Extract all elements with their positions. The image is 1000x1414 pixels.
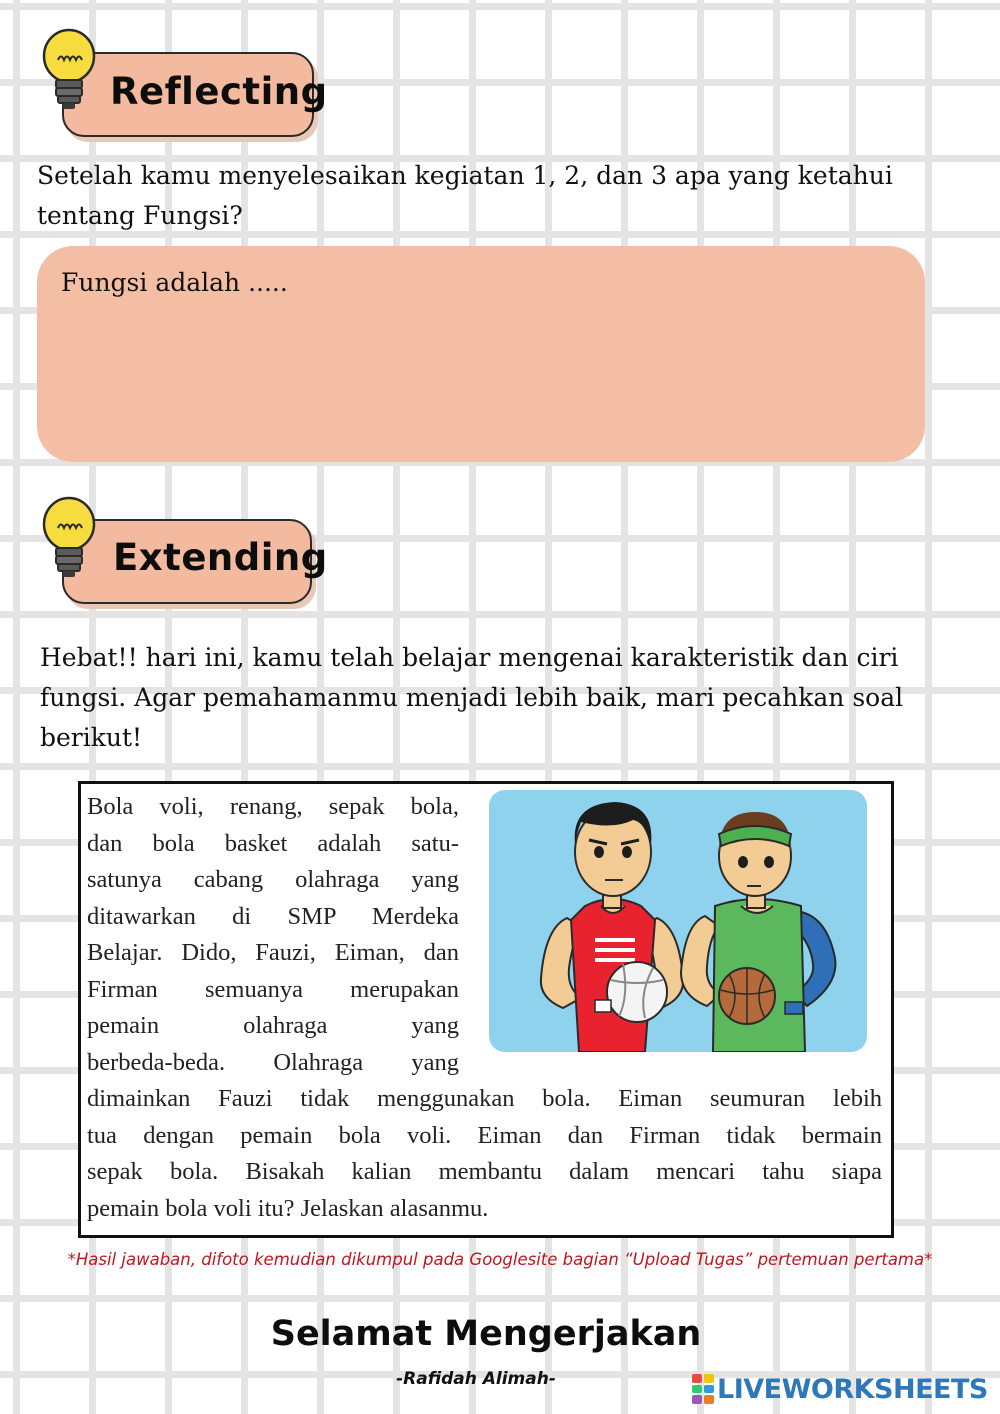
lightbulb-icon: [40, 494, 98, 580]
problem-line: pemain olahraga yang: [87, 1012, 459, 1039]
lightbulb-icon: [40, 26, 98, 112]
problem-line: pemain bola voli itu? Jelaskan alasanmu.: [87, 1194, 489, 1222]
reflecting-question-line: tentang Fungsi?: [37, 201, 243, 230]
athletes-illustration: [489, 790, 867, 1052]
problem-text-left: [87, 789, 459, 1081]
extending-intro-line: berikut!: [40, 723, 143, 752]
problem-line: dimainkan Fauzi tidak menggunakan bola. Eiman seumuran lebih: [87, 1085, 882, 1112]
extending-intro-line: fungsi. Agar pemahamanmu menjadi lebih baik, mari pecahkan soal: [40, 683, 904, 712]
problem-line: sepak bola. Bisakah kalian membantu dalam mencari tahu siapa: [87, 1158, 882, 1185]
problem-line: ditawarkan di SMP Merdeka: [87, 902, 459, 930]
brand-name: LIVEWORKSHEETS: [717, 1373, 988, 1405]
extending-intro: [40, 638, 980, 758]
liveworksheets-logo-icon: [692, 1374, 714, 1404]
reflecting-answer-field[interactable]: [37, 246, 925, 462]
extending-title: Extending: [113, 536, 328, 579]
reflecting-question: [37, 156, 967, 236]
problem-line: dan bola basket adalah satu-: [87, 829, 459, 857]
problem-line: berbeda-beda. Olahraga yang: [87, 1048, 459, 1076]
author-credit: -Rafidah Alimah-: [396, 1369, 556, 1389]
closing-title: Selamat Mengerjakan: [270, 1314, 702, 1354]
problem-text-bottom: [87, 1081, 882, 1227]
reflecting-question-line: Setelah kamu menyelesaikan kegiatan 1, 2, dan 3 apa yang ketahui: [37, 161, 893, 190]
reflecting-title: Reflecting: [110, 70, 328, 113]
problem-line: satunya cabang olahraga yang: [87, 866, 459, 893]
problem-line: Belajar. Dido, Fauzi, Eiman, dan: [87, 939, 459, 966]
extending-intro-line: Hebat!! hari ini, kamu telah belajar mengenai karakteristik dan ciri: [40, 643, 899, 672]
problem-box: [78, 781, 894, 1238]
volleyball-player-figure: [541, 802, 683, 1052]
problem-line: Bola voli, renang, sepak bola,: [87, 793, 459, 820]
submission-note: *Hasil jawaban, difoto kemudian dikumpul pada Googlesite bagian “Upload Tugas” pertemuan pertama*: [67, 1250, 933, 1269]
problem-line: Firman semuanya merupakan: [87, 975, 459, 1003]
liveworksheets-brand[interactable]: [692, 1372, 988, 1406]
problem-line: tua dengan pemain bola voli. Eiman dan Firman tidak bermain: [87, 1121, 882, 1149]
basketball-player-figure: [681, 812, 835, 1052]
